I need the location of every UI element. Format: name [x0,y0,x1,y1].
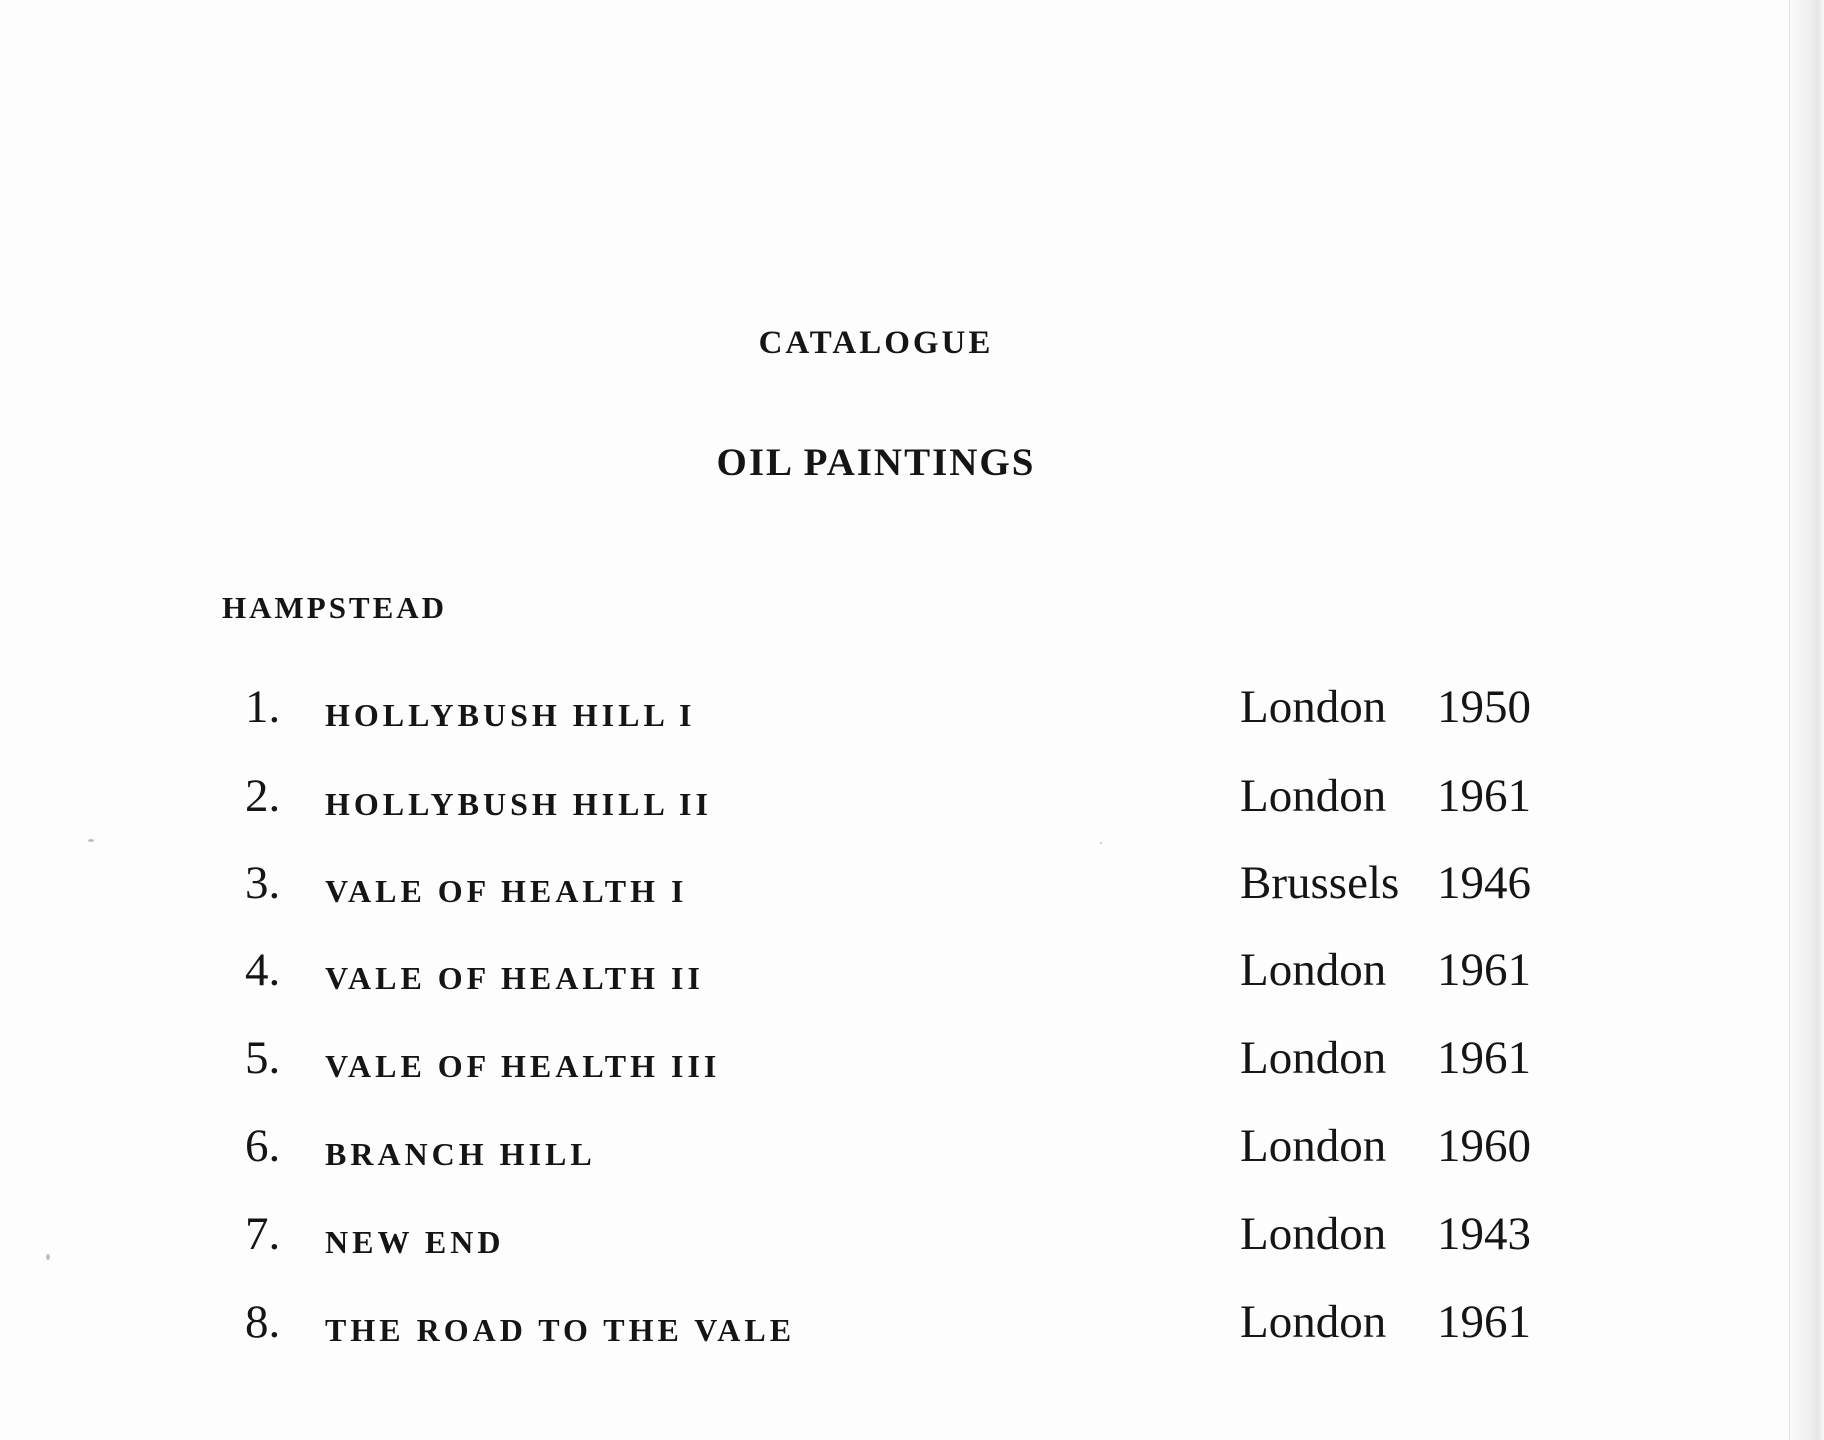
entry-number: 3. [245,857,281,909]
entry-number: 6. [245,1120,281,1172]
catalogue-entry [0,1292,1752,1352]
entry-place: London [1240,1208,1387,1260]
paper-speck [1100,842,1102,844]
entry-title: VALE OF HEALTH III [325,1048,721,1084]
entry-title: THE ROAD TO THE VALE [325,1312,796,1348]
section-title: OIL PAINTINGS [716,441,1036,484]
entry-year: 1950 [1437,681,1531,733]
entry-title: BRANCH HILL [325,1136,596,1172]
entry-place: Brussels [1240,857,1400,909]
entry-title: VALE OF HEALTH II [325,960,704,996]
entry-number: 8. [245,1296,281,1348]
entry-number: 2. [245,770,281,822]
entry-number: 7. [245,1208,281,1260]
entry-year: 1943 [1437,1208,1531,1260]
catalogue-entry [0,1116,1752,1176]
catalogue-entry [0,677,1752,737]
catalogue-entry [0,853,1752,913]
paper-speck [88,839,94,842]
entry-year: 1961 [1437,770,1531,822]
catalogue-entry [0,940,1752,1000]
entry-title: HOLLYBUSH HILL II [325,786,712,822]
entry-title: HOLLYBUSH HILL I [325,697,696,733]
entry-title: NEW END [325,1224,505,1260]
catalogue-entry [0,1028,1752,1088]
entry-place: London [1240,1032,1387,1084]
entry-year: 1961 [1437,944,1531,996]
subsection-title: HAMPSTEAD [222,590,448,625]
catalogue-entry [0,1204,1752,1264]
catalogue-title: CATALOGUE [758,325,994,361]
entry-place: London [1240,681,1387,733]
entry-place: London [1240,770,1387,822]
entry-year: 1961 [1437,1296,1531,1348]
entry-number: 5. [245,1032,281,1084]
entry-place: London [1240,1120,1387,1172]
entry-number: 1. [245,681,281,733]
entry-place: London [1240,944,1387,996]
entry-year: 1961 [1437,1032,1531,1084]
entry-year: 1960 [1437,1120,1531,1172]
entry-number: 4. [245,944,281,996]
page-edge [1789,0,1824,1440]
entry-title: VALE OF HEALTH I [325,873,688,909]
entry-year: 1946 [1437,857,1531,909]
catalogue-entry [0,766,1752,826]
entry-place: London [1240,1296,1387,1348]
